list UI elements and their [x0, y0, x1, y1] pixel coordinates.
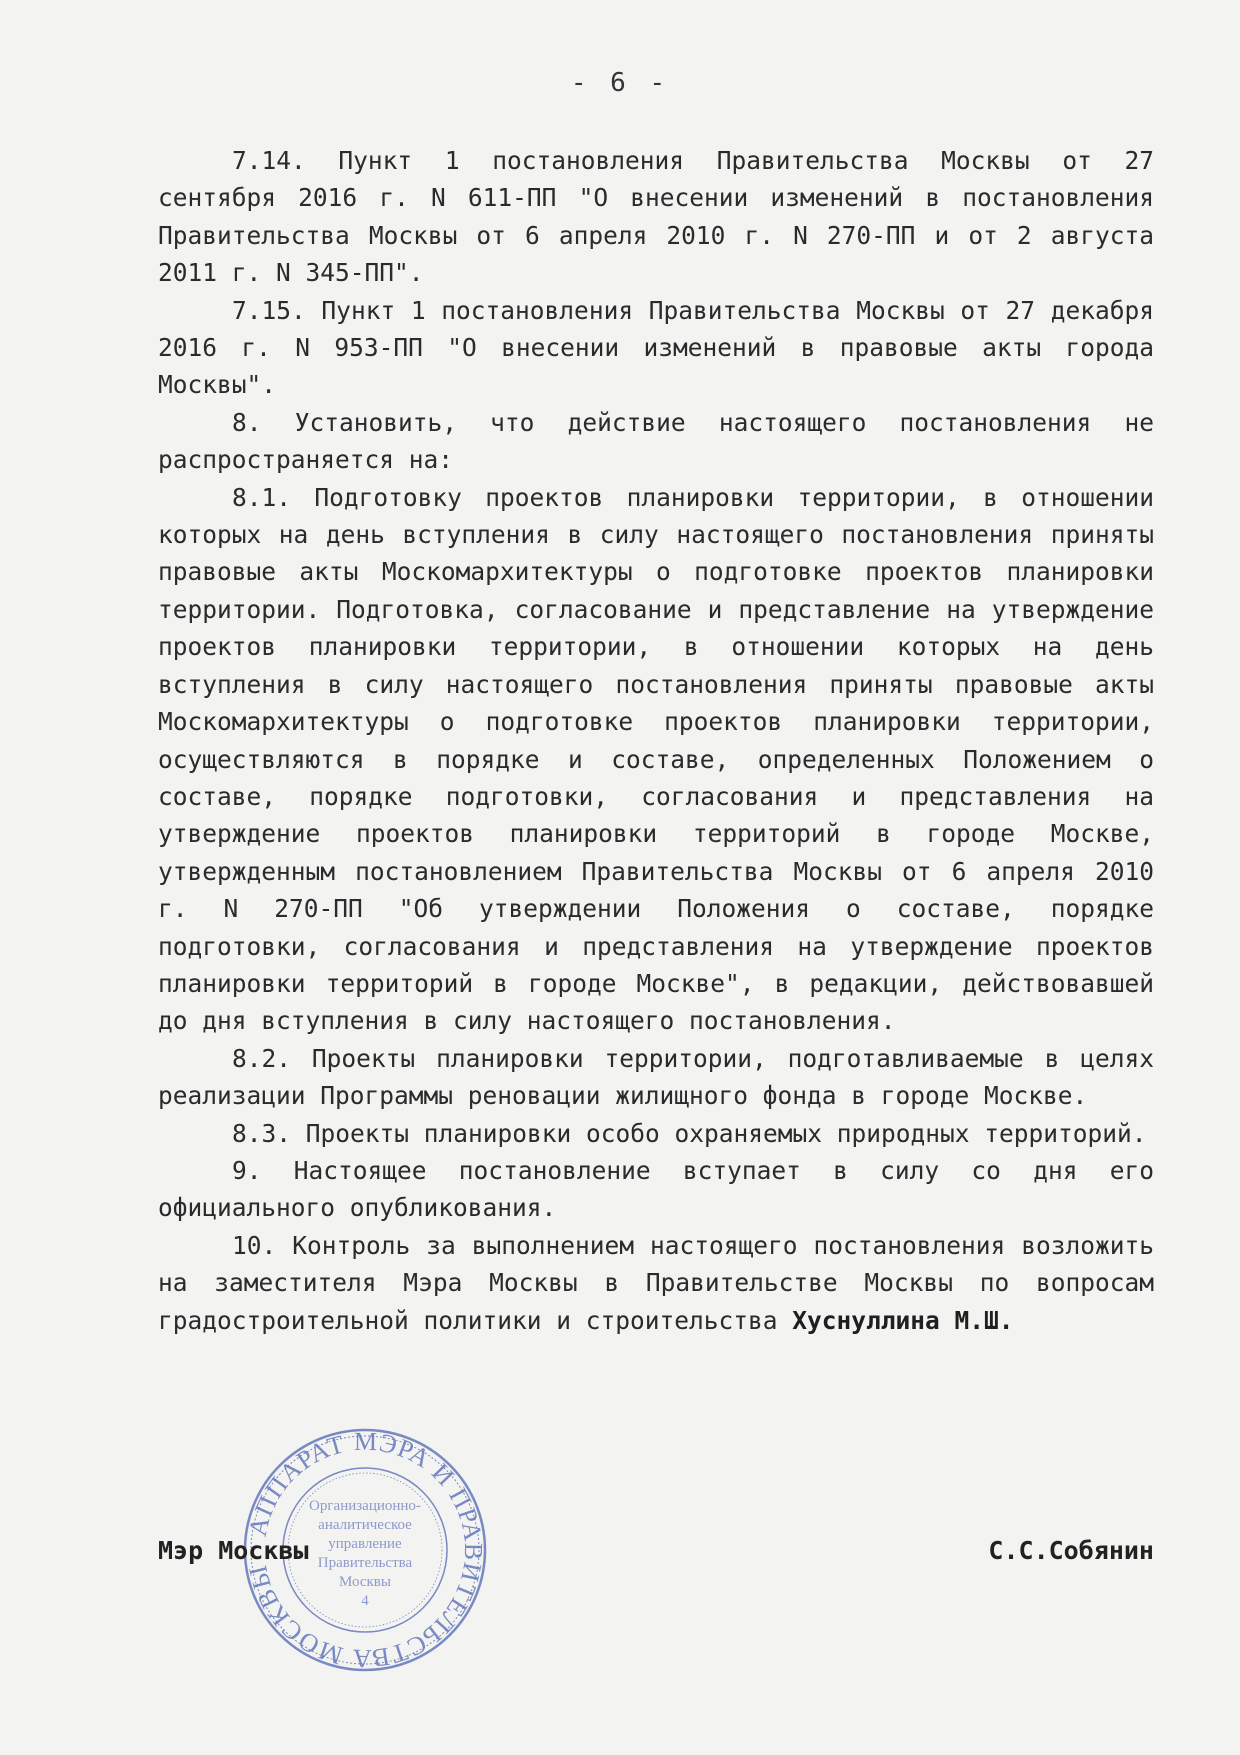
seal-line-6: 4 [361, 1593, 369, 1609]
paragraph-7-15: 7.15. Пункт 1 постановления Правительства Москвы от 27 декабря 2016 г. N 953-ПП "О внесении изменений в правовые акты города Москвы". [158, 295, 1154, 400]
signatory-name: С.С.Собянин [988, 1536, 1154, 1565]
paragraph-10 [158, 1227, 1154, 1339]
paragraph-8-2: 8.2. Проекты планировки территории, подготавливаемые в целях реализации Программы реновации жилищного фонда в городе Москве. [158, 1043, 1154, 1111]
paragraph-8-1: 8.1. Подготовку проектов планировки территории, в отношении которых на день вступления в силу настоящего постановления приняты правовые акты Москомархитектуры о подготовке проектов планировки территории. Подготовка, согласование и представление на утверждение проектов планировки территории, в отношении которых на день вступления в силу настоящего постановления приняты правовые акты Москомархитектуры о подготовке проектов планировки территории, осуществляются в порядке и составе, определенных Положением о составе, порядке подготовки, согласования и представления на утверждение проектов планировки территорий в городе Москве, утвержденным постановлением Правительства Москвы от 6 апреля 2010 г. N 270-ПП "Об утверждении Положения о составе, порядке подготовки, согласования и представления на утверждение проектов планировки территорий в городе Москве", в редакции, действовавшей до дня вступления в силу настоящего постановления. [158, 482, 1154, 1036]
seal-line-4: Правительства [317, 1555, 413, 1571]
paragraph-7-14: 7.14. Пункт 1 постановления Правительства Москвы от 27 сентября 2016 г. N 611-ПП "О внесении изменений в постановления Правительства Москвы от 6 апреля 2010 г. N 270-ПП и от 2 августа 2011 г. N 345-ПП". [158, 146, 1154, 288]
signature-block [158, 1536, 1154, 1576]
paragraph-8-3: 8.3. Проекты планировки особо охраняемых природных территорий. [232, 1118, 1147, 1148]
deputy-mayor-name: Хуснуллина М.Ш. [792, 1305, 1014, 1335]
document-body [158, 142, 1154, 1339]
seal-line-5: Москвы [339, 1574, 391, 1590]
seal-line-2: аналитическое [318, 1517, 412, 1533]
seal-line-3: управление [328, 1536, 402, 1552]
paragraph-8: 8. Установить, что действие настоящего постановления не распространяется на: [158, 407, 1154, 475]
page-number: - 6 - [570, 68, 670, 98]
seal-outer-text: АППАРАТ МЭРА И ПРАВИТЕЛЬСТВА МОСКВЫ [242, 1426, 489, 1674]
seal-line-1: Организационно- [309, 1498, 421, 1514]
paragraph-9: 9. Настоящее постановление вступает в силу со дня его официального опубликования. [158, 1155, 1154, 1223]
paragraph-10-text: 10. Контроль за выполнением настоящего постановления возложить на заместителя Мэра Москвы в Правительстве Москвы по вопросам градостроительной политики и строительства [158, 1230, 1154, 1335]
signatory-title: Мэр Москвы [158, 1536, 309, 1565]
